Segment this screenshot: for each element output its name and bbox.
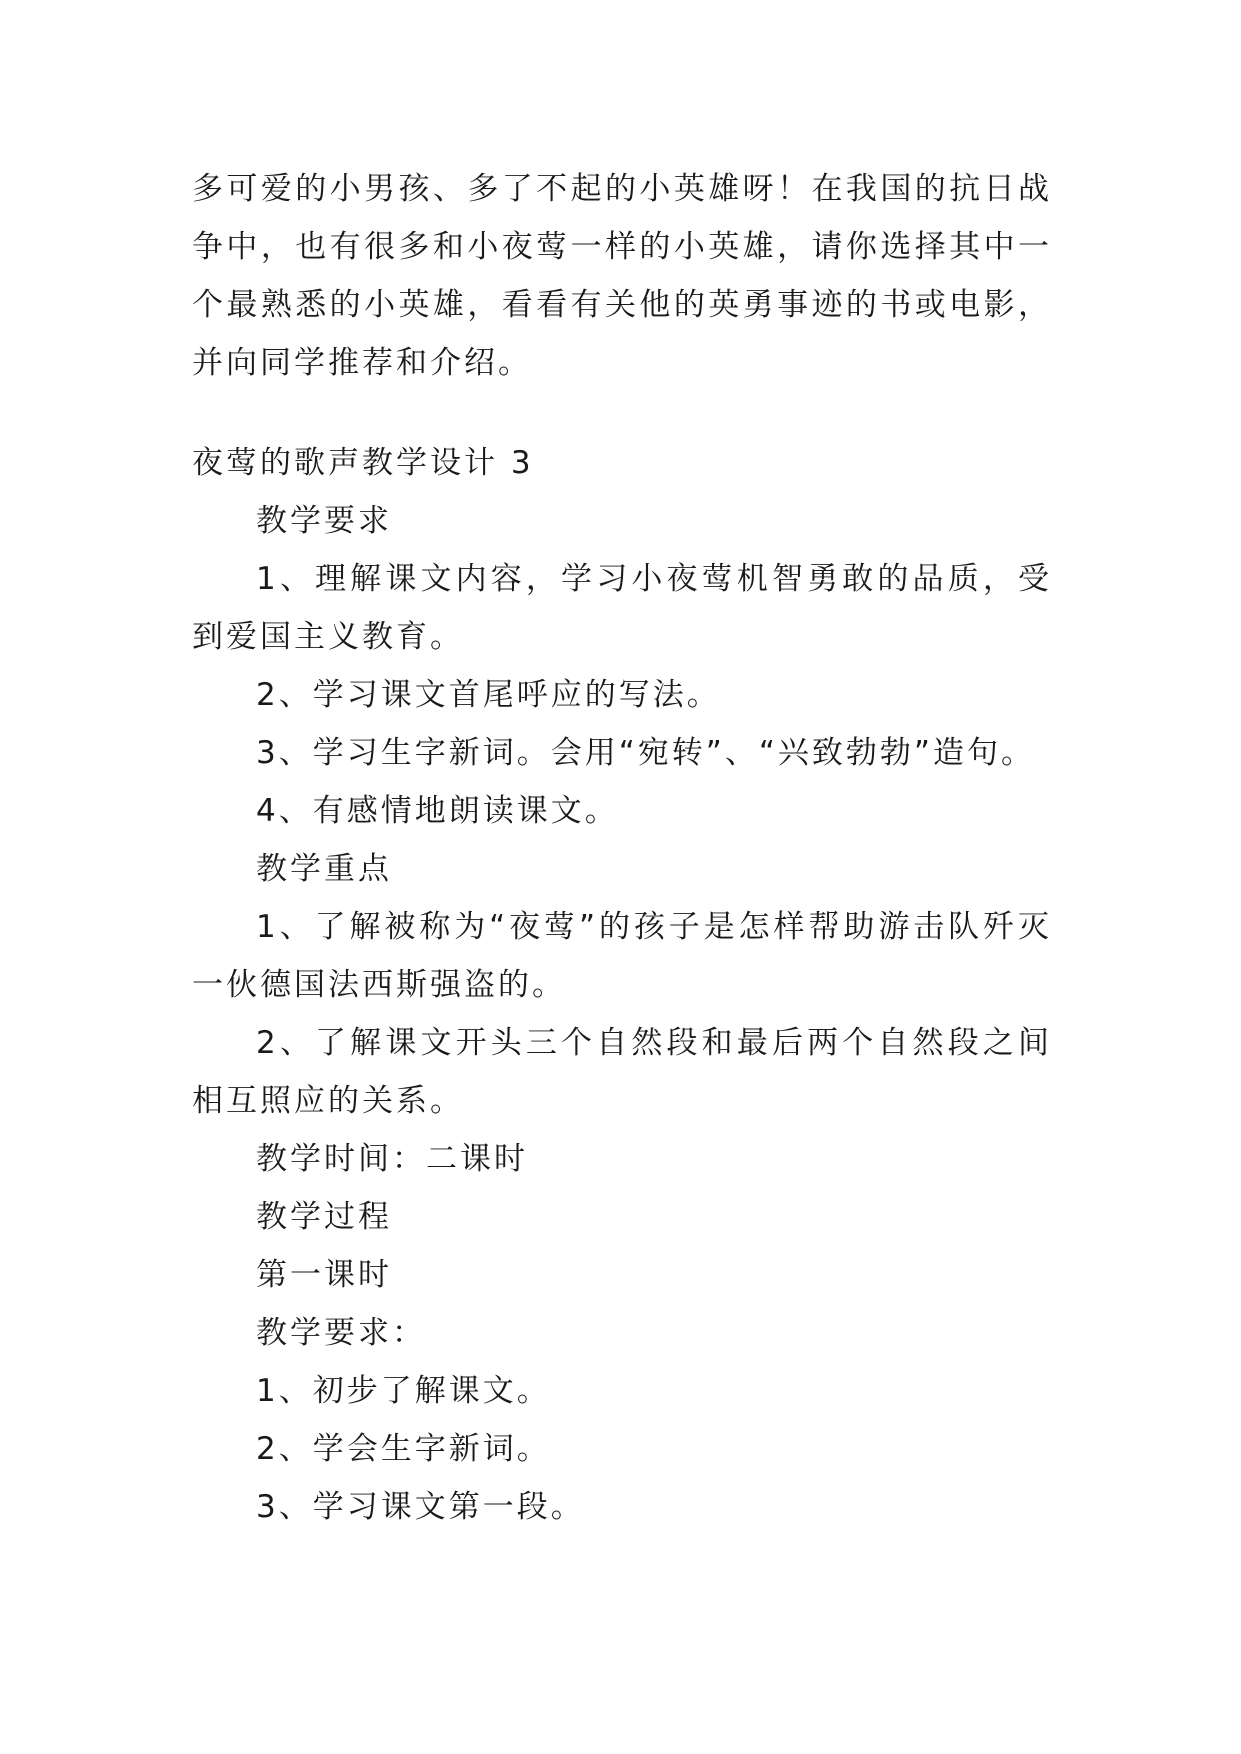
- first-lesson-item: 3、学习课文第一段。: [256, 1489, 585, 1525]
- intro-paragraph: 多可爱的小男孩、多了不起的小英雄呀！在我国的抗日战争中，也有很多和小夜莺一样的小英雄，请你选择其中一个最熟悉的小英雄，看看有关他的英勇事迹的书或电影，并向同学推荐和介绍。: [192, 171, 1052, 381]
- requirement-item: 3、学习生字新词。会用“宛转”、“兴致勃勃”造句。: [256, 735, 1035, 771]
- heading-requirements: 教学要求: [256, 503, 392, 539]
- first-lesson-heading: 第一课时: [256, 1257, 392, 1293]
- section-title: 夜莺的歌声教学设计 3: [192, 445, 534, 481]
- first-lesson-requirements-heading: 教学要求：: [256, 1315, 426, 1351]
- heading-focus: 教学重点: [256, 851, 392, 887]
- heading-process: 教学过程: [256, 1199, 392, 1235]
- requirement-item: 4、有感情地朗读课文。: [256, 793, 619, 829]
- focus-item: 2、了解课文开头三个自然段和最后两个自然段之间相互照应的关系。: [192, 1025, 1052, 1119]
- first-lesson-item: 1、初步了解课文。: [256, 1373, 551, 1409]
- focus-item: 1、了解被称为“夜莺”的孩子是怎样帮助游击队歼灭一伙德国法西斯强盗的。: [192, 909, 1052, 1003]
- requirement-item: 1、理解课文内容，学习小夜莺机智勇敢的品质，受到爱国主义教育。: [192, 561, 1052, 655]
- requirement-item: 2、学习课文首尾呼应的写法。: [256, 677, 721, 713]
- teaching-time: 教学时间：二课时: [256, 1141, 528, 1177]
- document-body: [192, 160, 1052, 1536]
- first-lesson-item: 2、学会生字新词。: [256, 1431, 551, 1467]
